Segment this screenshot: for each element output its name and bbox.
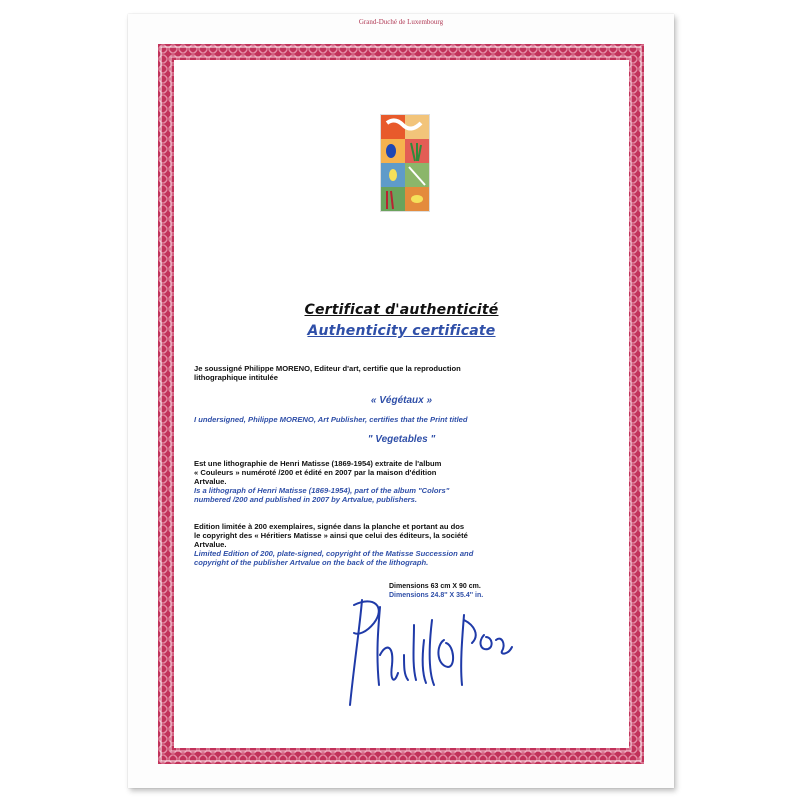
intro-french-line: Je soussigné Philippe MORENO, Editeur d'art, certifie que la reproduction [194, 364, 461, 373]
certificate-content [174, 60, 629, 748]
litho-english [194, 486, 614, 504]
litho-french-line: « Couleurs » numéroté /200 et édité en 2007 par la maison d'édition [194, 468, 437, 477]
litho-english-line: numbered /200 and published in 2007 by Artvalue, publishers. [194, 495, 417, 504]
edition-french-line: Artvalue. [194, 540, 227, 549]
intro-french-line: lithographique intitulée [194, 373, 278, 382]
matisse-vegetables-thumbnail [380, 114, 430, 212]
intro-french [194, 364, 614, 382]
handwritten-signature-philippe-moreno [324, 585, 524, 715]
edition-english-line: Limited Edition of 200, plate-signed, copyright of the Matisse Succession and [194, 549, 474, 558]
title-english: Authenticity certificate [307, 323, 496, 339]
edition-french [194, 522, 614, 549]
header-country: Grand-Duché de Luxembourg [358, 18, 444, 26]
title-french: Certificat d'authenticité [304, 302, 499, 318]
litho-french-line: Est une lithographie de Henri Matisse (1869-1954) extraite de l'album [194, 459, 442, 468]
certificate-sheet [128, 14, 674, 788]
edition-french-line: le copyright des « Héritiers Matisse » ainsi que celui des éditeurs, la société [194, 531, 468, 540]
litho-english-line: Is a lithograph of Henri Matisse (1869-1954), part of the album "Colors" [194, 486, 450, 495]
edition-french-line: Edition limitée à 200 exemplaires, signée dans la planche et portant au dos [194, 522, 465, 531]
edition-english [194, 549, 614, 567]
dimensions-cm: Dimensions 63 cm X 90 cm. [389, 583, 481, 590]
litho-french [194, 459, 614, 486]
dimensions-in: Dimensions 24.8'' X 35.4'' in. [389, 592, 484, 599]
litho-french-line: Artvalue. [194, 477, 227, 486]
work-title-english: " Vegetables " [367, 434, 436, 445]
intro-english: I undersigned, Philippe MORENO, Art Publisher, certifies that the Print titled [194, 415, 468, 424]
edition-english-line: copyright of the publisher Artvalue on the back of the lithograph. [194, 558, 429, 567]
work-title-french: « Végétaux » [370, 395, 433, 406]
